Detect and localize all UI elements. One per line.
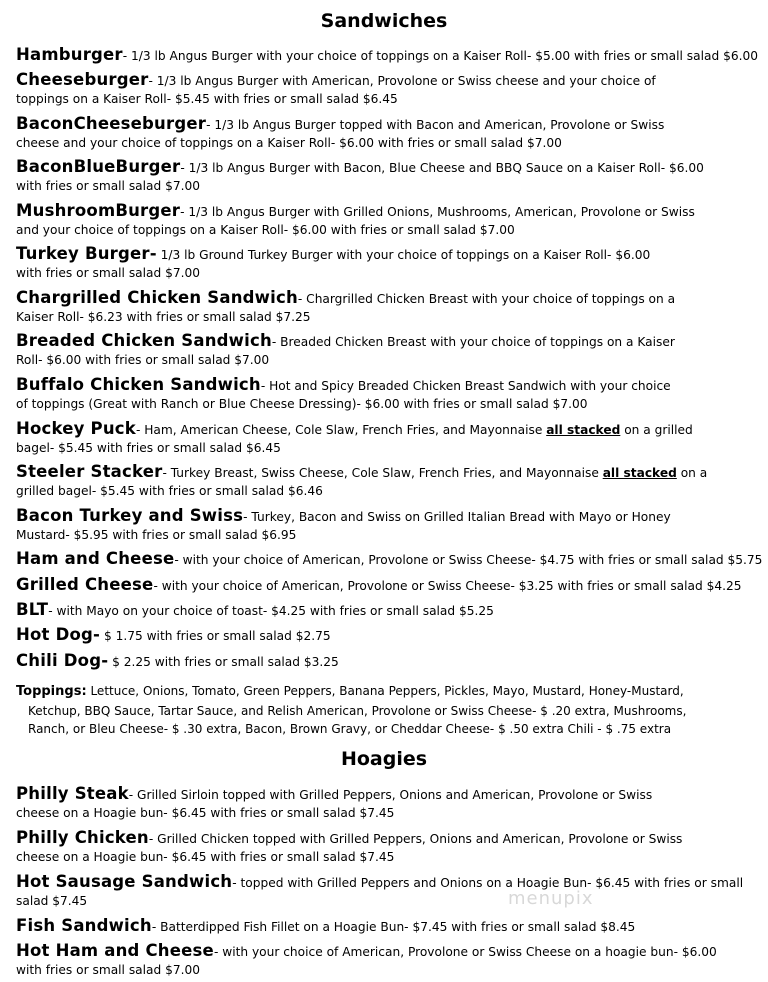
item-name: BaconBlueBurger [16, 157, 181, 176]
item-desc-line2: cheese on a Hoagie bun- $6.45 with fries or small salad $7.45 [16, 806, 395, 820]
menu-item-hot-sausage [16, 873, 756, 910]
all-stacked-label: all stacked [602, 466, 677, 480]
item-desc-line2: with fries or small salad $7.00 [16, 963, 200, 977]
item-name: Cheeseburger [16, 70, 149, 89]
toppings-block [16, 682, 756, 739]
menu-item-turkey-burger [16, 245, 756, 282]
item-name: Fish Sandwich [16, 916, 152, 935]
menu-item-breaded-chicken [16, 332, 756, 369]
item-desc: - with your choice of American, Provolone or Swiss Cheese- $3.25 with fries or small salad $4.25 [153, 579, 742, 593]
item-desc: - Batterdipped Fish Fillet on a Hoagie Bun- $7.45 with fries or small salad $8.45 [151, 920, 636, 934]
item-desc: - 1/3 lb Angus Burger with American, Provolone or Swiss cheese and your choice of [148, 74, 656, 88]
item-desc-line2: cheese and your choice of toppings on a Kaiser Roll- $6.00 with fries or small salad $7.00 [16, 136, 562, 150]
item-desc-line2: grilled bagel- $5.45 with fries or small salad $6.46 [16, 484, 323, 498]
item-desc: - with your choice of American, Provolone or Swiss Cheese- $4.75 with fries or small salad $5.75 [174, 553, 763, 567]
menu-item-chargrilled-chicken [16, 289, 756, 326]
item-name: Hot Sausage Sandwich [16, 872, 233, 891]
all-stacked-label: all stacked [546, 423, 621, 437]
item-desc-line2: cheese on a Hoagie bun- $6.45 with fries or small salad $7.45 [16, 850, 395, 864]
item-name: BLT [16, 600, 49, 619]
item-name: Chargrilled Chicken Sandwich [16, 288, 298, 307]
menu-item-chili-dog [16, 652, 756, 671]
item-name: Ham and Cheese [16, 549, 175, 568]
item-desc: - with your choice of American, Provolone or Swiss Cheese on a hoagie bun- $6.00 [213, 945, 717, 959]
menu-item-hot-dog [16, 626, 756, 645]
menu-item-steeler-stacker [16, 463, 756, 500]
item-desc: - Hot and Spicy Breaded Chicken Breast Sandwich with your choice [260, 379, 671, 393]
item-desc: - with Mayo on your choice of toast- $4.25 with fries or small salad $5.25 [48, 604, 494, 618]
menu-item-bacon-turkey-swiss [16, 507, 756, 544]
watermark: menupix [508, 888, 594, 909]
item-desc-cont: on a grilled [620, 423, 693, 437]
menu-item-hamburger [16, 46, 756, 65]
item-desc: - Grilled Chicken topped with Grilled Peppers, Onions and American, Provolone or Swiss [148, 832, 683, 846]
item-desc: - Turkey, Bacon and Swiss on Grilled Italian Bread with Mayo or Honey [243, 510, 671, 524]
item-name: BaconCheeseburger [16, 114, 207, 133]
item-name: Philly Chicken [16, 828, 149, 847]
item-desc-line2: of toppings (Great with Ranch or Blue Cheese Dressing)- $6.00 with fries or small salad $7.00 [16, 397, 588, 411]
item-desc-cont: on a [676, 466, 708, 480]
item-desc-line2: bagel- $5.45 with fries or small salad $6.45 [16, 441, 281, 455]
item-name: Hamburger [16, 45, 123, 64]
item-name: Hot Ham and Cheese [16, 941, 214, 960]
item-desc-line2: salad $7.45 [16, 894, 88, 908]
item-desc-line2: Kaiser Roll- $6.23 with fries or small salad $7.25 [16, 310, 311, 324]
menu-item-philly-steak [16, 785, 756, 822]
item-name: Grilled Cheese [16, 575, 154, 594]
toppings-line2: Ketchup, BBQ Sauce, Tartar Sauce, and Relish American, Provolone or Swiss Cheese- $ .20 extra, Mushrooms, [28, 703, 687, 718]
sandwiches-title: Sandwiches [320, 10, 448, 32]
item-desc: $ 1.75 with fries or small salad $2.75 [100, 629, 331, 643]
item-desc-line2: toppings on a Kaiser Roll- $5.45 with fries or small salad $6.45 [16, 92, 398, 106]
menu-item-blt [16, 601, 756, 620]
menu-item-philly-chicken [16, 829, 756, 866]
item-desc: 1/3 lb Ground Turkey Burger with your choice of toppings on a Kaiser Roll- $6.00 [156, 248, 651, 262]
item-name: Turkey Burger- [16, 244, 157, 263]
menu-item-hot-ham-cheese [16, 942, 756, 979]
item-desc: - topped with Grilled Peppers and Onions on a Hoagie Bun- $6.45 with fries or small [232, 876, 744, 890]
item-desc: - Breaded Chicken Breast with your choice of toppings on a Kaiser [271, 335, 675, 349]
item-name: Philly Steak [16, 784, 129, 803]
item-desc: - 1/3 lb Angus Burger with Bacon, Blue Cheese and BBQ Sauce on a Kaiser Roll- $6.00 [180, 161, 704, 175]
item-desc-line2: with fries or small salad $7.00 [16, 179, 200, 193]
menu-item-baconcheeseburger [16, 115, 756, 152]
item-name: Chili Dog- [16, 651, 109, 670]
toppings-line3: Ranch, or Bleu Cheese- $ .30 extra, Bacon, Brown Gravy, or Cheddar Cheese- $ .50 extra Chili - $ .75 extra [28, 722, 672, 736]
item-name: MushroomBurger [16, 201, 181, 220]
item-desc: - Grilled Sirloin topped with Grilled Peppers, Onions and American, Provolone or Swiss [128, 788, 653, 802]
item-name: Hot Dog- [16, 625, 101, 644]
item-desc-line2: Roll- $6.00 with fries or small salad $7.00 [16, 353, 270, 367]
menu-item-ham-cheese [16, 549, 763, 569]
item-name: Bacon Turkey and Swiss [16, 506, 244, 525]
item-name: Buffalo Chicken Sandwich [16, 375, 261, 394]
item-desc: - Chargrilled Chicken Breast with your choice of toppings on a [297, 292, 676, 306]
item-desc: - Ham, American Cheese, Cole Slaw, French Fries, and Mayonnaise [135, 423, 547, 437]
menu-item-mushroomburger [16, 202, 756, 239]
item-desc-line2: Mustard- $5.95 with fries or small salad $6.95 [16, 528, 297, 542]
hoagies-title: Hoagies [340, 748, 428, 770]
item-desc: - 1/3 lb Angus Burger with your choice of toppings on a Kaiser Roll- $5.00 with fries or small salad $6.00 [122, 49, 758, 63]
item-desc-line2: and your choice of toppings on a Kaiser Roll- $6.00 with fries or small salad $7.00 [16, 223, 515, 237]
item-desc: - 1/3 lb Angus Burger topped with Bacon and American, Provolone or Swiss [206, 118, 665, 132]
menu-item-fish-sandwich [16, 917, 756, 936]
toppings-label: Toppings: [16, 684, 87, 699]
toppings-line1: Lettuce, Onions, Tomato, Green Peppers, Banana Peppers, Pickles, Mayo, Mustard, Honey-Mustard, [86, 684, 684, 698]
item-name: Breaded Chicken Sandwich [16, 331, 272, 350]
menu-item-cheeseburger [16, 71, 756, 108]
item-desc: - 1/3 lb Angus Burger with Grilled Onions, Mushrooms, American, Provolone or Swiss [180, 205, 695, 219]
menu-item-hockey-puck [16, 420, 756, 457]
menu-item-grilled-cheese [16, 576, 756, 595]
item-name: Steeler Stacker [16, 462, 163, 481]
menu-item-baconblueburger [16, 158, 756, 195]
item-desc: $ 2.25 with fries or small salad $3.25 [108, 655, 339, 669]
item-desc-line2: with fries or small salad $7.00 [16, 266, 200, 280]
item-desc: - Turkey Breast, Swiss Cheese, Cole Slaw, French Fries, and Mayonnaise [162, 466, 603, 480]
menu-item-buffalo-chicken [16, 376, 756, 413]
item-name: Hockey Puck [16, 419, 136, 438]
